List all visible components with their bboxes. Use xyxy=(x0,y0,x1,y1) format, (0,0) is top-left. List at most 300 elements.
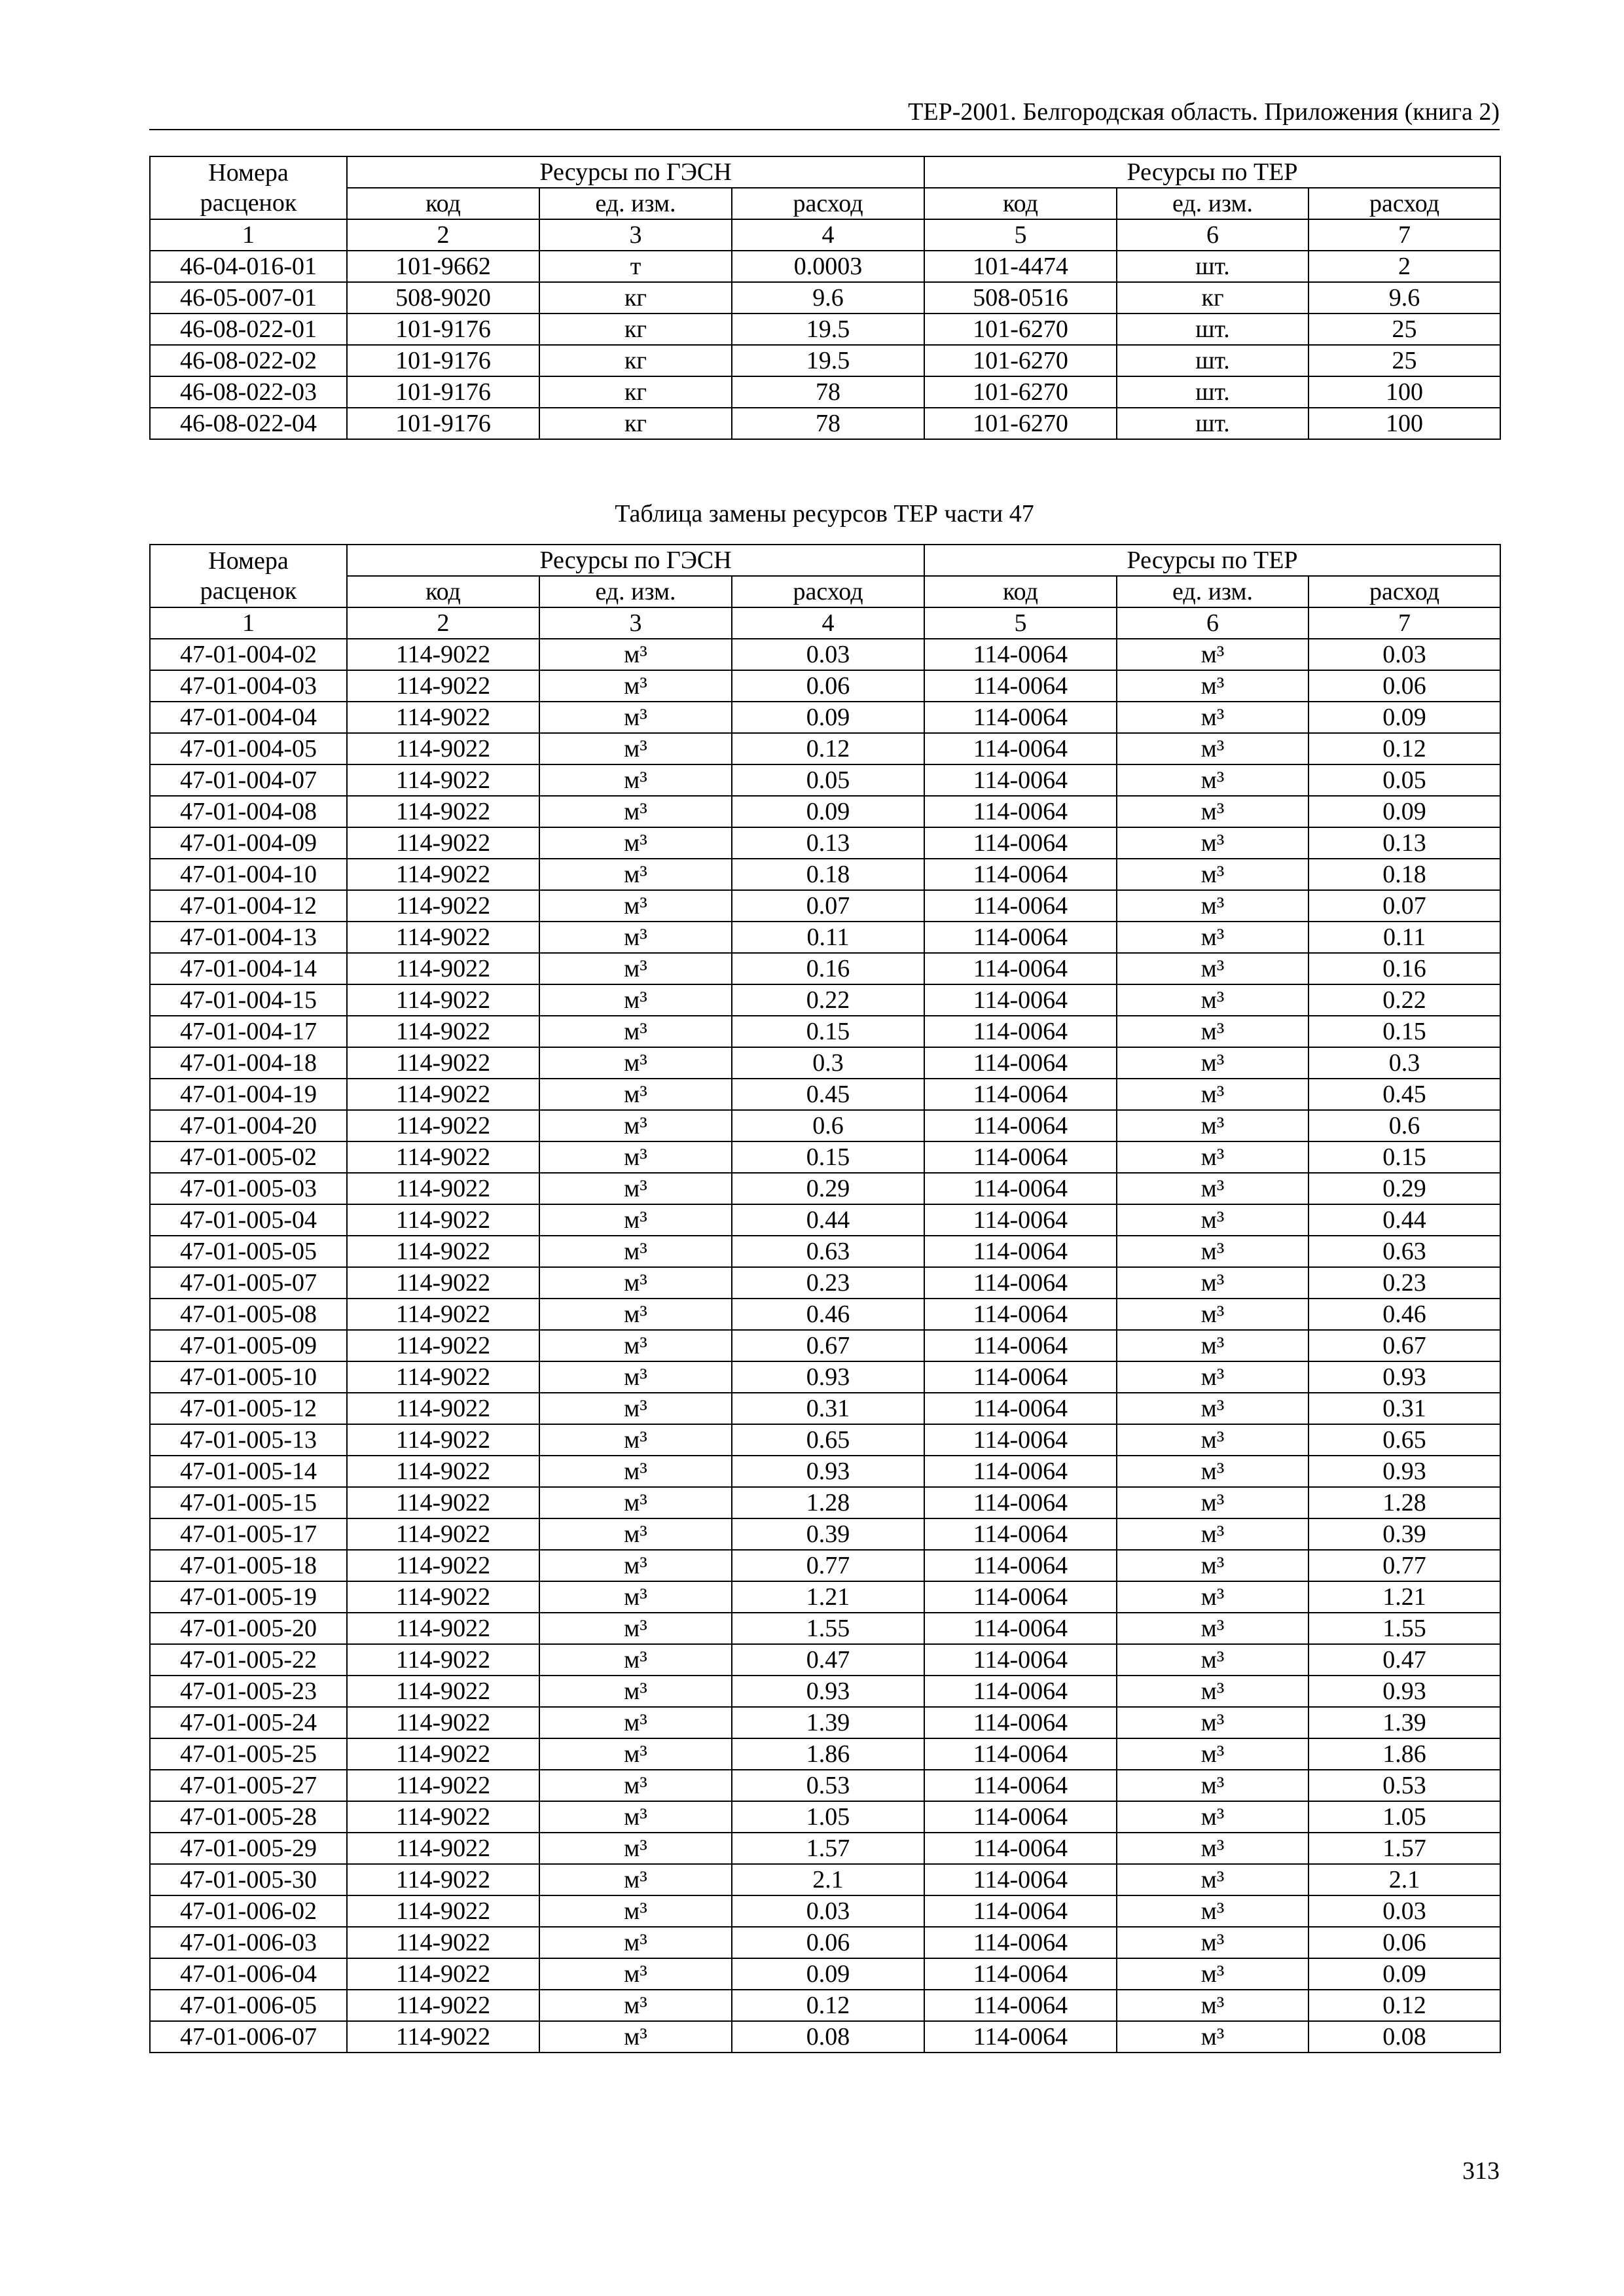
table-row xyxy=(150,314,1500,345)
ter-unit-cell: м³ xyxy=(1117,1895,1308,1927)
col-index: 4 xyxy=(732,219,924,251)
ter-unit-cell: м³ xyxy=(1117,2021,1308,2053)
gesn-code-cell: 101-9176 xyxy=(347,345,539,376)
ter-code-cell: 114-0064 xyxy=(924,1393,1117,1424)
gesn-usage-cell: 0.06 xyxy=(732,670,924,702)
gesn-usage-cell: 0.45 xyxy=(732,1079,924,1110)
rate-number-cell: 47-01-004-04 xyxy=(150,702,347,733)
table-row xyxy=(150,1456,1500,1487)
gesn-code-cell: 114-9022 xyxy=(347,1330,539,1361)
ter-unit-cell: м³ xyxy=(1117,764,1308,796)
rate-number-cell: 47-01-004-09 xyxy=(150,827,347,859)
gesn-usage-cell: 19.5 xyxy=(732,314,924,345)
table-row xyxy=(150,1927,1500,1958)
rate-number-cell: 47-01-005-03 xyxy=(150,1173,347,1204)
rate-number-cell: 47-01-005-05 xyxy=(150,1236,347,1267)
gesn-unit-cell: м³ xyxy=(539,1393,732,1424)
col-header-number-line1: Номера xyxy=(208,547,289,575)
ter-usage-cell: 1.21 xyxy=(1308,1581,1500,1613)
gesn-usage-cell: 0.05 xyxy=(732,764,924,796)
gesn-usage-cell: 0.67 xyxy=(732,1330,924,1361)
table-row xyxy=(150,1895,1500,1927)
gesn-code-cell: 114-9022 xyxy=(347,1424,539,1456)
ter-usage-cell: 1.55 xyxy=(1308,1613,1500,1644)
table-row xyxy=(150,1110,1500,1141)
gesn-usage-cell: 0.06 xyxy=(732,1927,924,1958)
gesn-usage-cell: 0.93 xyxy=(732,1361,924,1393)
ter-code-cell: 114-0064 xyxy=(924,1738,1117,1770)
col-index: 3 xyxy=(539,219,732,251)
gesn-usage-cell: 0.39 xyxy=(732,1518,924,1550)
gesn-unit-cell: м³ xyxy=(539,859,732,890)
gesn-unit-cell: м³ xyxy=(539,1330,732,1361)
table-row xyxy=(150,1047,1500,1079)
gesn-code-cell: 114-9022 xyxy=(347,1487,539,1518)
table-row xyxy=(150,1676,1500,1707)
gesn-unit-cell: м³ xyxy=(539,1676,732,1707)
col-index: 6 xyxy=(1117,607,1308,639)
ter-usage-cell: 25 xyxy=(1308,345,1500,376)
gesn-code-cell: 114-9022 xyxy=(347,1173,539,1204)
gesn-unit-cell: м³ xyxy=(539,1927,732,1958)
ter-usage-cell: 0.53 xyxy=(1308,1770,1500,1801)
ter-code-cell: 114-0064 xyxy=(924,1204,1117,1236)
table-row xyxy=(150,1801,1500,1833)
ter-usage-cell: 0.09 xyxy=(1308,796,1500,827)
ter-code-cell: 114-0064 xyxy=(924,1141,1117,1173)
col-index: 6 xyxy=(1117,219,1308,251)
ter-code-cell: 101-6270 xyxy=(924,376,1117,408)
ter-unit-cell: м³ xyxy=(1117,1016,1308,1047)
ter-unit-cell: м³ xyxy=(1117,1550,1308,1581)
ter-code-cell: 114-0064 xyxy=(924,1927,1117,1958)
gesn-code-cell: 114-9022 xyxy=(347,1895,539,1927)
gesn-code-cell: 114-9022 xyxy=(347,1141,539,1173)
ter-usage-cell: 1.39 xyxy=(1308,1707,1500,1738)
gesn-usage-cell: 0.46 xyxy=(732,1299,924,1330)
gesn-usage-cell: 0.53 xyxy=(732,1770,924,1801)
ter-unit-cell: м³ xyxy=(1117,1456,1308,1487)
rate-number-cell: 47-01-005-27 xyxy=(150,1770,347,1801)
ter-code-cell: 101-6270 xyxy=(924,408,1117,439)
table-row xyxy=(150,639,1500,670)
ter-code-cell: 114-0064 xyxy=(924,1770,1117,1801)
gesn-code-cell: 114-9022 xyxy=(347,1236,539,1267)
ter-unit-cell: м³ xyxy=(1117,890,1308,922)
ter-usage-cell: 0.93 xyxy=(1308,1456,1500,1487)
table-row xyxy=(150,1644,1500,1676)
gesn-unit-cell: м³ xyxy=(539,1550,732,1581)
gesn-usage-cell: 9.6 xyxy=(732,282,924,314)
ter-unit-cell: шт. xyxy=(1117,345,1308,376)
ter-unit-cell: м³ xyxy=(1117,1424,1308,1456)
ter-usage-cell: 0.09 xyxy=(1308,702,1500,733)
gesn-code-cell: 114-9022 xyxy=(347,764,539,796)
ter-unit-cell: м³ xyxy=(1117,1110,1308,1141)
gesn-usage-cell: 0.11 xyxy=(732,922,924,953)
col-header-ter-code: код xyxy=(924,576,1117,607)
table-row xyxy=(150,1361,1500,1393)
col-header-number-line1: Номера xyxy=(208,159,289,187)
gesn-usage-cell: 0.12 xyxy=(732,1990,924,2021)
ter-code-cell: 114-0064 xyxy=(924,1236,1117,1267)
table-row xyxy=(150,796,1500,827)
replacement-table-46 xyxy=(149,156,1501,440)
ter-usage-cell: 0.46 xyxy=(1308,1299,1500,1330)
col-header-ter-usage: расход xyxy=(1308,188,1500,219)
ter-code-cell: 114-0064 xyxy=(924,1016,1117,1047)
gesn-code-cell: 114-9022 xyxy=(347,702,539,733)
ter-unit-cell: м³ xyxy=(1117,922,1308,953)
gesn-unit-cell: м³ xyxy=(539,1864,732,1895)
gesn-usage-cell: 0.6 xyxy=(732,1110,924,1141)
ter-code-cell: 114-0064 xyxy=(924,670,1117,702)
rate-number-cell: 47-01-004-05 xyxy=(150,733,347,764)
gesn-code-cell: 114-9022 xyxy=(347,1833,539,1864)
gesn-unit-cell: м³ xyxy=(539,1047,732,1079)
table-row xyxy=(150,1016,1500,1047)
ter-usage-cell: 0.22 xyxy=(1308,984,1500,1016)
ter-code-cell: 114-0064 xyxy=(924,1456,1117,1487)
ter-usage-cell: 100 xyxy=(1308,376,1500,408)
gesn-unit-cell: м³ xyxy=(539,1236,732,1267)
gesn-code-cell: 114-9022 xyxy=(347,733,539,764)
ter-unit-cell: м³ xyxy=(1117,1833,1308,1864)
gesn-unit-cell: м³ xyxy=(539,922,732,953)
ter-code-cell: 114-0064 xyxy=(924,1990,1117,2021)
rate-number-cell: 47-01-005-10 xyxy=(150,1361,347,1393)
ter-code-cell: 114-0064 xyxy=(924,1047,1117,1079)
col-group-ter: Ресурсы по ТЕР xyxy=(924,545,1500,576)
table-body xyxy=(150,251,1500,439)
gesn-code-cell: 114-9022 xyxy=(347,1550,539,1581)
gesn-unit-cell: кг xyxy=(539,345,732,376)
gesn-usage-cell: 0.22 xyxy=(732,984,924,1016)
table-row xyxy=(150,1330,1500,1361)
col-index: 5 xyxy=(924,219,1117,251)
gesn-code-cell: 114-9022 xyxy=(347,1361,539,1393)
col-header-ter-usage: расход xyxy=(1308,576,1500,607)
gesn-usage-cell: 1.39 xyxy=(732,1707,924,1738)
gesn-unit-cell: м³ xyxy=(539,1518,732,1550)
ter-unit-cell: м³ xyxy=(1117,1927,1308,1958)
col-header-gesn-usage: расход xyxy=(732,188,924,219)
ter-code-cell: 114-0064 xyxy=(924,1487,1117,1518)
gesn-code-cell: 114-9022 xyxy=(347,1079,539,1110)
col-index: 5 xyxy=(924,607,1117,639)
col-index: 7 xyxy=(1308,607,1500,639)
ter-usage-cell: 0.13 xyxy=(1308,827,1500,859)
ter-code-cell: 114-0064 xyxy=(924,1581,1117,1613)
gesn-usage-cell: 1.55 xyxy=(732,1613,924,1644)
ter-usage-cell: 0.15 xyxy=(1308,1141,1500,1173)
gesn-usage-cell: 0.12 xyxy=(732,733,924,764)
gesn-usage-cell: 0.03 xyxy=(732,639,924,670)
ter-code-cell: 114-0064 xyxy=(924,764,1117,796)
ter-code-cell: 114-0064 xyxy=(924,1267,1117,1299)
gesn-unit-cell: м³ xyxy=(539,984,732,1016)
ter-unit-cell: м³ xyxy=(1117,953,1308,984)
gesn-unit-cell: м³ xyxy=(539,1990,732,2021)
gesn-code-cell: 114-9022 xyxy=(347,1990,539,2021)
gesn-unit-cell: м³ xyxy=(539,1895,732,1927)
col-header-number-line2: расценок xyxy=(200,577,297,605)
gesn-code-cell: 114-9022 xyxy=(347,1299,539,1330)
gesn-code-cell: 114-9022 xyxy=(347,1770,539,1801)
table-row xyxy=(150,984,1500,1016)
ter-code-cell: 114-0064 xyxy=(924,1550,1117,1581)
gesn-code-cell: 114-9022 xyxy=(347,1738,539,1770)
rate-number-cell: 47-01-005-09 xyxy=(150,1330,347,1361)
table-row xyxy=(150,922,1500,953)
gesn-usage-cell: 0.09 xyxy=(732,796,924,827)
table-row xyxy=(150,1958,1500,1990)
table-row xyxy=(150,1770,1500,1801)
ter-usage-cell: 0.3 xyxy=(1308,1047,1500,1079)
gesn-usage-cell: 0.08 xyxy=(732,2021,924,2053)
table-row xyxy=(150,1833,1500,1864)
rate-number-cell: 47-01-004-18 xyxy=(150,1047,347,1079)
gesn-usage-cell: 78 xyxy=(732,408,924,439)
gesn-usage-cell: 0.77 xyxy=(732,1550,924,1581)
gesn-unit-cell: м³ xyxy=(539,1613,732,1644)
ter-usage-cell: 1.05 xyxy=(1308,1801,1500,1833)
gesn-unit-cell: м³ xyxy=(539,764,732,796)
ter-unit-cell: м³ xyxy=(1117,639,1308,670)
gesn-code-cell: 114-9022 xyxy=(347,1864,539,1895)
ter-usage-cell: 0.05 xyxy=(1308,764,1500,796)
table-row xyxy=(150,1424,1500,1456)
gesn-unit-cell: м³ xyxy=(539,1738,732,1770)
gesn-code-cell: 114-9022 xyxy=(347,922,539,953)
table-row xyxy=(150,282,1500,314)
ter-code-cell: 114-0064 xyxy=(924,733,1117,764)
ter-code-cell: 114-0064 xyxy=(924,1330,1117,1361)
table-row xyxy=(150,1141,1500,1173)
ter-code-cell: 114-0064 xyxy=(924,1676,1117,1707)
ter-code-cell: 114-0064 xyxy=(924,859,1117,890)
gesn-unit-cell: м³ xyxy=(539,1770,732,1801)
rate-number-cell: 46-08-022-04 xyxy=(150,408,347,439)
ter-usage-cell: 0.93 xyxy=(1308,1676,1500,1707)
rate-number-cell: 47-01-005-17 xyxy=(150,1518,347,1550)
gesn-usage-cell: 0.3 xyxy=(732,1047,924,1079)
ter-code-cell: 114-0064 xyxy=(924,922,1117,953)
ter-unit-cell: м³ xyxy=(1117,1141,1308,1173)
ter-code-cell: 114-0064 xyxy=(924,1299,1117,1330)
gesn-usage-cell: 0.0003 xyxy=(732,251,924,282)
gesn-code-cell: 114-9022 xyxy=(347,827,539,859)
gesn-unit-cell: м³ xyxy=(539,796,732,827)
gesn-unit-cell: м³ xyxy=(539,1361,732,1393)
ter-usage-cell: 0.16 xyxy=(1308,953,1500,984)
gesn-usage-cell: 19.5 xyxy=(732,345,924,376)
ter-code-cell: 114-0064 xyxy=(924,1644,1117,1676)
gesn-usage-cell: 1.05 xyxy=(732,1801,924,1833)
rate-number-cell: 47-01-006-05 xyxy=(150,1990,347,2021)
gesn-usage-cell: 0.93 xyxy=(732,1456,924,1487)
gesn-code-cell: 114-9022 xyxy=(347,1456,539,1487)
col-index: 4 xyxy=(732,607,924,639)
ter-unit-cell: м³ xyxy=(1117,1676,1308,1707)
ter-usage-cell: 100 xyxy=(1308,408,1500,439)
table-row xyxy=(150,1204,1500,1236)
gesn-usage-cell: 2.1 xyxy=(732,1864,924,1895)
gesn-usage-cell: 0.29 xyxy=(732,1173,924,1204)
ter-usage-cell: 0.67 xyxy=(1308,1330,1500,1361)
ter-unit-cell: м³ xyxy=(1117,1864,1308,1895)
ter-usage-cell: 2.1 xyxy=(1308,1864,1500,1895)
gesn-code-cell: 114-9022 xyxy=(347,890,539,922)
rate-number-cell: 47-01-005-08 xyxy=(150,1299,347,1330)
gesn-usage-cell: 0.13 xyxy=(732,827,924,859)
rate-number-cell: 46-08-022-02 xyxy=(150,345,347,376)
gesn-unit-cell: т xyxy=(539,251,732,282)
ter-usage-cell: 0.93 xyxy=(1308,1361,1500,1393)
table-head xyxy=(150,156,1500,251)
table-row xyxy=(150,1173,1500,1204)
table-row xyxy=(150,1393,1500,1424)
rate-number-cell: 47-01-006-02 xyxy=(150,1895,347,1927)
table-row xyxy=(150,2021,1500,2053)
ter-usage-cell: 0.6 xyxy=(1308,1110,1500,1141)
gesn-usage-cell: 0.44 xyxy=(732,1204,924,1236)
ter-code-cell: 114-0064 xyxy=(924,702,1117,733)
ter-usage-cell: 1.57 xyxy=(1308,1833,1500,1864)
gesn-code-cell: 114-9022 xyxy=(347,859,539,890)
gesn-code-cell: 114-9022 xyxy=(347,1707,539,1738)
col-header-gesn-code: код xyxy=(347,576,539,607)
col-header-gesn-code: код xyxy=(347,188,539,219)
ter-usage-cell: 0.29 xyxy=(1308,1173,1500,1204)
gesn-code-cell: 114-9022 xyxy=(347,1267,539,1299)
table-row xyxy=(150,1864,1500,1895)
gesn-unit-cell: м³ xyxy=(539,1016,732,1047)
gesn-unit-cell: м³ xyxy=(539,1424,732,1456)
ter-usage-cell: 0.06 xyxy=(1308,670,1500,702)
ter-usage-cell: 0.06 xyxy=(1308,1927,1500,1958)
ter-unit-cell: м³ xyxy=(1117,827,1308,859)
ter-code-cell: 114-0064 xyxy=(924,1173,1117,1204)
col-header-number xyxy=(150,156,347,219)
table-row xyxy=(150,251,1500,282)
table-row xyxy=(150,1990,1500,2021)
table-caption: Таблица замены ресурсов ТЕР части 47 xyxy=(615,500,1034,528)
col-header-gesn-unit: ед. изм. xyxy=(539,188,732,219)
gesn-usage-cell: 0.18 xyxy=(732,859,924,890)
col-index: 7 xyxy=(1308,219,1500,251)
rate-number-cell: 47-01-005-19 xyxy=(150,1581,347,1613)
rate-number-cell: 47-01-005-04 xyxy=(150,1204,347,1236)
rate-number-cell: 47-01-004-12 xyxy=(150,890,347,922)
ter-unit-cell: м³ xyxy=(1117,1958,1308,1990)
gesn-unit-cell: м³ xyxy=(539,1141,732,1173)
gesn-code-cell: 114-9022 xyxy=(347,1016,539,1047)
ter-code-cell: 508-0516 xyxy=(924,282,1117,314)
gesn-code-cell: 114-9022 xyxy=(347,1110,539,1141)
gesn-usage-cell: 78 xyxy=(732,376,924,408)
gesn-usage-cell: 0.09 xyxy=(732,702,924,733)
ter-unit-cell: м³ xyxy=(1117,1613,1308,1644)
ter-unit-cell: м³ xyxy=(1117,1299,1308,1330)
gesn-unit-cell: м³ xyxy=(539,953,732,984)
table-row xyxy=(150,1299,1500,1330)
table-row xyxy=(150,1518,1500,1550)
table-row xyxy=(150,1613,1500,1644)
ter-code-cell: 114-0064 xyxy=(924,1110,1117,1141)
table-row xyxy=(150,376,1500,408)
ter-usage-cell: 0.18 xyxy=(1308,859,1500,890)
gesn-unit-cell: кг xyxy=(539,282,732,314)
col-group-gesn: Ресурсы по ГЭСН xyxy=(347,156,924,188)
replacement-table-47 xyxy=(149,544,1501,2053)
ter-unit-cell: м³ xyxy=(1117,1770,1308,1801)
gesn-usage-cell: 0.47 xyxy=(732,1644,924,1676)
rate-number-cell: 47-01-006-03 xyxy=(150,1927,347,1958)
running-header: ТЕР-2001. Белгородская область. Приложения (книга 2) xyxy=(149,95,1500,130)
ter-unit-cell: м³ xyxy=(1117,1707,1308,1738)
ter-unit-cell: м³ xyxy=(1117,1267,1308,1299)
ter-usage-cell: 1.28 xyxy=(1308,1487,1500,1518)
gesn-usage-cell: 1.57 xyxy=(732,1833,924,1864)
ter-code-cell: 114-0064 xyxy=(924,984,1117,1016)
ter-unit-cell: м³ xyxy=(1117,1393,1308,1424)
gesn-unit-cell: м³ xyxy=(539,1299,732,1330)
ter-unit-cell: м³ xyxy=(1117,1330,1308,1361)
gesn-code-cell: 114-9022 xyxy=(347,2021,539,2053)
gesn-unit-cell: м³ xyxy=(539,733,732,764)
ter-code-cell: 114-0064 xyxy=(924,1079,1117,1110)
gesn-code-cell: 114-9022 xyxy=(347,670,539,702)
ter-code-cell: 114-0064 xyxy=(924,2021,1117,2053)
ter-code-cell: 101-6270 xyxy=(924,345,1117,376)
table-row xyxy=(150,1487,1500,1518)
table-row xyxy=(150,953,1500,984)
rate-number-cell: 47-01-005-30 xyxy=(150,1864,347,1895)
gesn-unit-cell: м³ xyxy=(539,1204,732,1236)
gesn-usage-cell: 0.15 xyxy=(732,1016,924,1047)
rate-number-cell: 47-01-006-04 xyxy=(150,1958,347,1990)
gesn-unit-cell: м³ xyxy=(539,2021,732,2053)
ter-unit-cell: м³ xyxy=(1117,859,1308,890)
gesn-unit-cell: кг xyxy=(539,408,732,439)
gesn-code-cell: 114-9022 xyxy=(347,1644,539,1676)
gesn-code-cell: 101-9176 xyxy=(347,314,539,345)
col-index: 3 xyxy=(539,607,732,639)
rate-number-cell: 46-04-016-01 xyxy=(150,251,347,282)
ter-usage-cell: 2 xyxy=(1308,251,1500,282)
gesn-unit-cell: м³ xyxy=(539,1173,732,1204)
ter-usage-cell: 0.63 xyxy=(1308,1236,1500,1267)
ter-usage-cell: 0.39 xyxy=(1308,1518,1500,1550)
table-row xyxy=(150,702,1500,733)
table-row xyxy=(150,670,1500,702)
gesn-usage-cell: 0.31 xyxy=(732,1393,924,1424)
ter-usage-cell: 0.44 xyxy=(1308,1204,1500,1236)
col-header-ter-code: код xyxy=(924,188,1117,219)
gesn-usage-cell: 0.03 xyxy=(732,1895,924,1927)
ter-usage-cell: 0.47 xyxy=(1308,1644,1500,1676)
ter-usage-cell: 0.77 xyxy=(1308,1550,1500,1581)
ter-unit-cell: м³ xyxy=(1117,1644,1308,1676)
col-header-gesn-usage: расход xyxy=(732,576,924,607)
rate-number-cell: 47-01-004-07 xyxy=(150,764,347,796)
table-row xyxy=(150,1550,1500,1581)
rate-number-cell: 47-01-005-23 xyxy=(150,1676,347,1707)
ter-unit-cell: м³ xyxy=(1117,1236,1308,1267)
rate-number-cell: 47-01-005-22 xyxy=(150,1644,347,1676)
ter-usage-cell: 0.31 xyxy=(1308,1393,1500,1424)
